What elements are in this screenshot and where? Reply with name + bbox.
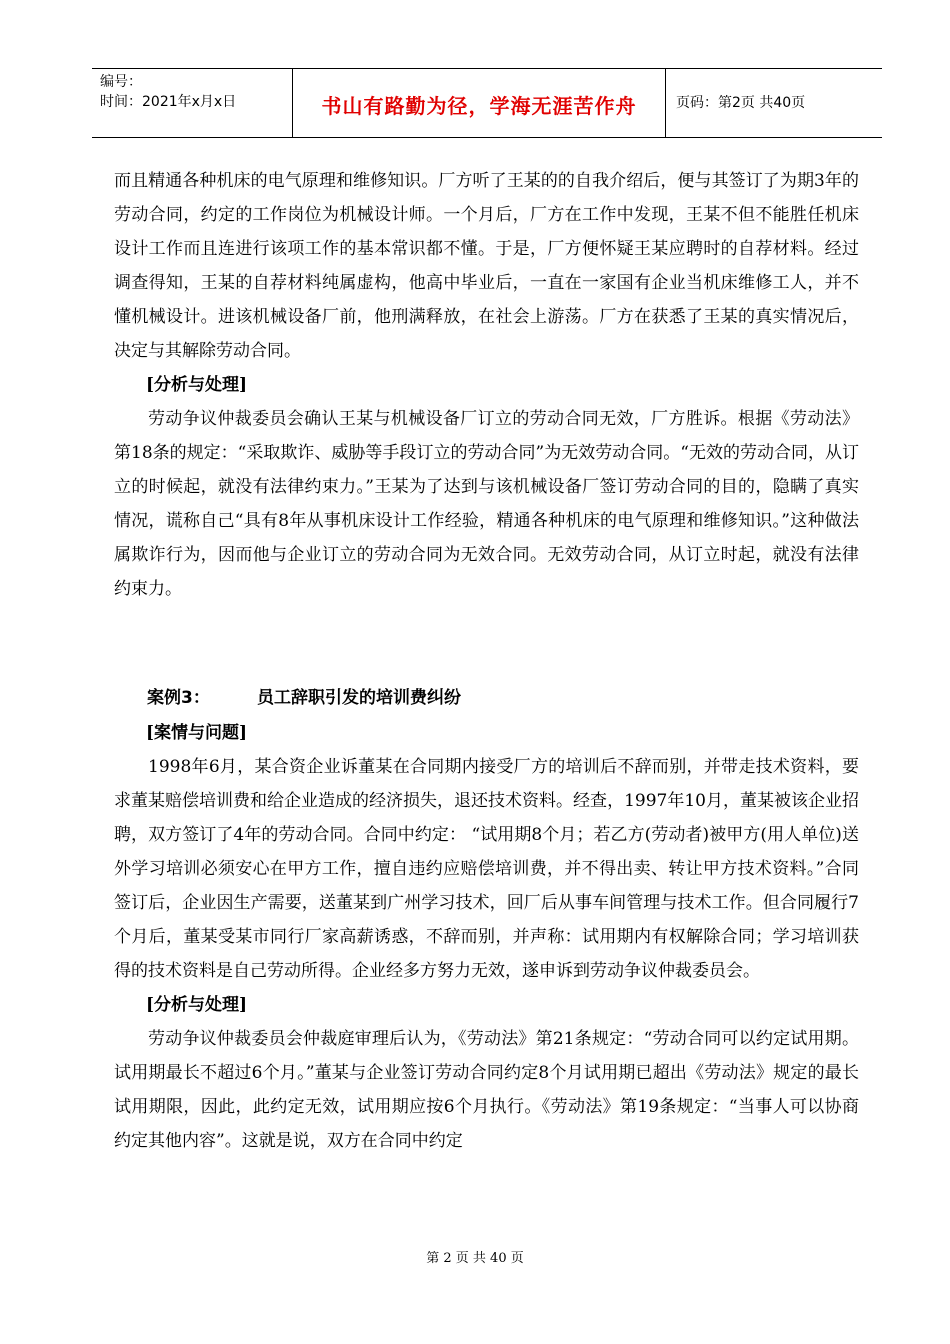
analysis-heading-2: [分析与处理]	[146, 995, 248, 1015]
case2-continuation	[114, 164, 859, 606]
header-page-cell	[666, 69, 882, 137]
case2-facts-paragraph: 而且精通各种机床的电气原理和维修知识。厂方听了王某的的自我介绍后，便与其签订了为期3年的劳动合同，约定的工作岗位为机械设计师。一个月后，厂方在工作中发现，王某不但不能胜任机床设计工作而且连进行该项工作的基本常识都不懂。于是，厂方便怀疑王某应聘时的自荐材料。经过调查得知，王某的自荐材料纯属虚构，他高中毕业后，一直在一家国有企业当机床维修工人，并不懂机械设计。进该机械设备厂前，他刑满释放，在社会上游荡。厂方在获悉了王某的真实情况后，决定与其解除劳动合同。	[114, 171, 859, 361]
case3-facts-paragraph: 1998年6月，某合资企业诉董某在合同期内接受厂方的培训后不辞而别，并带走技术资料，要求董某赔偿培训费和给企业造成的经济损失，退还技术资料。经查，1997年10月，董某被该企业招聘，双方签订了4年的劳动合同。合同中约定： “试用期8个月；若乙方(劳动者)被甲方(用人单位)送外学习培训必须安心在甲方工作，擅自违约应赔偿培训费，并不得出卖、转让甲方技术资料。”合同签订后，企业因生产需要，送董某到广州学习技术，回厂后从事车间管理与技术工作。但合同履行7个月后，董某受某市同行厂家高薪诱惑，不辞而别，并声称：试用期内有权解除合同；学习培训获得的技术资料是自己劳动所得。企业经多方努力无效，遂申诉到劳动争议仲裁委员会。	[114, 757, 859, 981]
document-time-label: 时间：2021年x月x日	[100, 94, 237, 110]
facts-heading: [案情与问题]	[146, 723, 248, 743]
page-footer: 第 2 页 共 40 页	[426, 1251, 524, 1266]
header-motto: 书山有路勤为径，学海无涯苦作舟	[321, 94, 637, 118]
document-number-label: 编号：	[100, 74, 142, 90]
header-motto-cell	[293, 69, 666, 137]
case2-analysis-paragraph: 劳动争议仲裁委员会确认王某与机械设备厂订立的劳动合同无效，厂方胜诉。根据《劳动法》第18条的规定：“采取欺诈、威胁等手段订立的劳动合同”为无效劳动合同。“无效的劳动合同，从订立的时候起，就没有法律约束力。”王某为了达到与该机械设备厂签订劳动合同的目的，隐瞒了真实情况，谎称自己“具有8年从事机床设计工作经验，精通各种机床的电气原理和维修知识。”这种做法属欺诈行为，因而他与企业订立的劳动合同为无效合同。无效劳动合同，从订立时起，就没有法律约束力。	[114, 409, 859, 599]
case3-analysis-paragraph: 劳动争议仲裁委员会仲裁庭审理后认为，《劳动法》第21条规定：“劳动合同可以约定试用期。试用期最长不超过6个月。”董某与企业签订劳动合同约定8个月试用期已超出《劳动法》规定的最长试用期限，因此，此约定无效，试用期应按6个月执行。《劳动法》第19条规定：“当事人可以协商约定其他内容”。这就是说，双方在合同中约定	[114, 1029, 859, 1151]
case3-body	[114, 716, 859, 1158]
case3-heading	[147, 683, 461, 708]
header-info-cell	[92, 69, 293, 137]
case3-number: 案例3：	[147, 688, 210, 708]
analysis-heading: [分析与处理]	[146, 375, 248, 395]
header-page-info: 页码：第2页 共40页	[676, 95, 806, 111]
document-header	[92, 68, 882, 138]
case3-title: 员工辞职引发的培训费纠纷	[257, 688, 461, 708]
